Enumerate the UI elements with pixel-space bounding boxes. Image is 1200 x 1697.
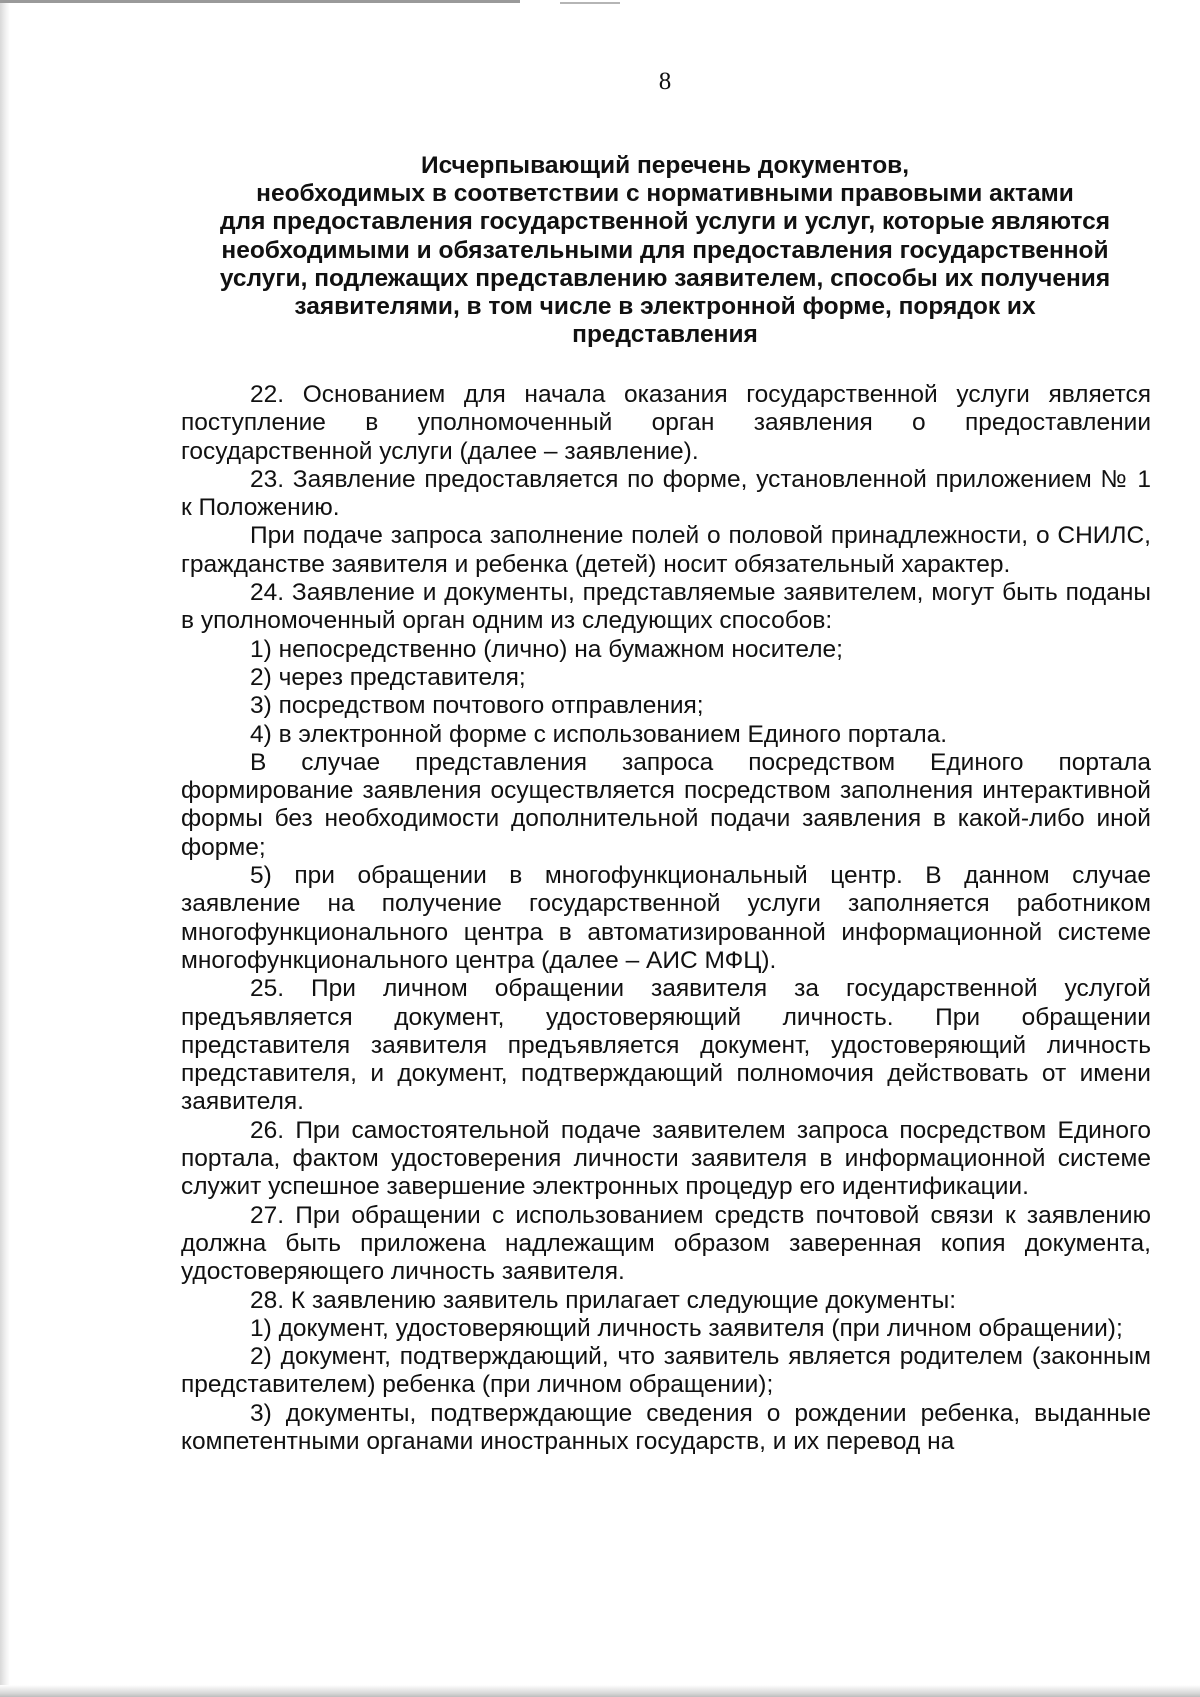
heading-line: необходимых в соответствии с нормативными правовыми актами bbox=[256, 180, 1074, 208]
list-item-24-1: 1) непосредственно (лично) на бумажном носителе; bbox=[250, 635, 843, 663]
list-item-28-1: 1) документ, удостоверяющий личность заявителя (при личном обращении); bbox=[250, 1314, 1123, 1342]
paragraph-23-fields: При подаче запроса заполнение полей о половой принадлежности, о СНИЛС, гражданстве заявителя и ребенка (детей) носит обязательный характер. bbox=[181, 522, 1151, 578]
heading-line: заявителями, в том числе в электронной форме, порядок их bbox=[294, 293, 1036, 321]
paragraph-25: 25. При личном обращении заявителя за государственной услугой предъявляется документ, удостоверяющий личность. При обращении представителя заявителя предъявляется документ, удостоверяющий личность представителя, и документ, подтверждающий полномочия действовать от имени заявителя. bbox=[181, 975, 1151, 1116]
list-item-24-2: 2) через представителя; bbox=[250, 663, 526, 691]
heading-line: представления bbox=[572, 321, 758, 349]
paragraph-22: 22. Основанием для начала оказания государственной услуги является поступление в уполномоченный орган заявления о предоставлении государственной услуги (далее – заявление). bbox=[181, 381, 1151, 465]
heading-line: услуги, подлежащих представлению заявителем, способы их получения bbox=[219, 264, 1111, 292]
section-heading bbox=[180, 152, 1150, 349]
list-item-28-3: 3) документы, подтверждающие сведения о рождении ребенка, выданные компетентными органами иностранных государств, и их перевод на bbox=[181, 1399, 1151, 1455]
page-number: 8 bbox=[658, 68, 672, 95]
heading-line: Исчерпывающий перечень документов, bbox=[420, 152, 910, 179]
paragraph-24: 24. Заявление и документы, представляемые заявителем, могут быть поданы в уполномоченный орган одним из следующих способов: bbox=[181, 579, 1151, 635]
body-text bbox=[181, 381, 1151, 1456]
heading-line: для предоставления государственной услуги и услуг, которые являются bbox=[219, 208, 1111, 236]
scan-edge-left bbox=[0, 0, 10, 1697]
paragraph-portal-note: В случае представления запроса посредством Единого портала формирование заявления осуществляется посредством заполнения интерактивной формы без необходимости дополнительной подачи заявления в какой-либо иной форме; bbox=[181, 748, 1151, 861]
paragraph-23: 23. Заявление предоставляется по форме, установленной приложением № 1 к Положению. bbox=[181, 465, 1151, 522]
list-item-24-5: 5) при обращении в многофункциональный центр. В данном случае заявление на получение государственной услуги заполняется работником многофункционального центра в автоматизированной информационной системе многофункционального центра (далее – АИС МФЦ). bbox=[181, 862, 1151, 974]
heading-line: необходимыми и обязательными для предоставления государственной bbox=[221, 236, 1109, 264]
scan-mark-top bbox=[560, 2, 620, 4]
list-item-28-2: 2) документ, подтверждающий, что заявитель является родителем (законным представителем) ребенка (при личном обращении); bbox=[181, 1343, 1151, 1399]
list-item-24-3: 3) посредством почтового отправления; bbox=[250, 692, 704, 720]
scan-edge-top bbox=[0, 0, 520, 3]
list-item-24-4: 4) в электронной форме с использованием Единого портала. bbox=[250, 720, 948, 748]
paragraph-26: 26. При самостоятельной подаче заявителем запроса посредством Единого портала, фактом удостоверения личности заявителя в информационной системе служит успешное завершение электронных процедур его идентификации. bbox=[181, 1116, 1151, 1201]
paragraph-27: 27. При обращении с использованием средств почтовой связи к заявлению должна быть приложена надлежащим образом заверенная копия документа, удостоверяющего личность заявителя. bbox=[181, 1201, 1151, 1286]
paragraph-28: 28. К заявлению заявитель прилагает следующие документы: bbox=[250, 1286, 957, 1314]
scan-edge-bottom bbox=[0, 1685, 1200, 1697]
